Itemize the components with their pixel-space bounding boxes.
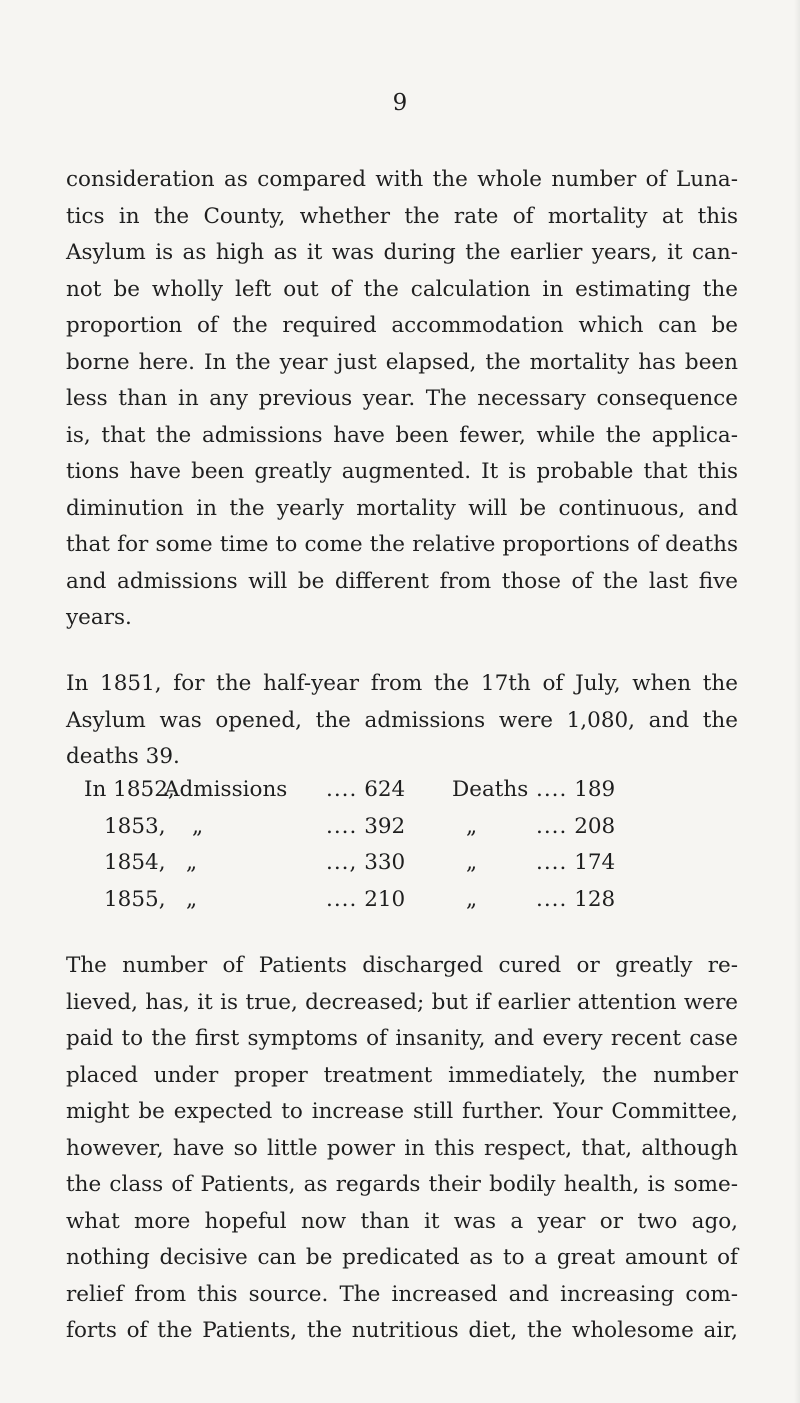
text-line: what more hopeful now than it was a year or two ago, — [66, 1208, 738, 1234]
admissions-cell — [326, 809, 418, 846]
deaths-cell — [536, 809, 704, 846]
label-cell: „ — [186, 850, 198, 875]
text-line: however, have so little power in this respect, that, although — [66, 1135, 738, 1161]
year-cell: In 1852, — [84, 777, 175, 802]
deaths-label-cell: „ — [466, 850, 478, 875]
deaths-label-cell: „ — [466, 813, 478, 839]
text-line: In 1851, for the half-year from the 17th of July, when the — [66, 671, 738, 696]
text-line: the class of Patients, as regards their bodily health, is some- — [66, 1172, 738, 1197]
table-row — [84, 772, 724, 809]
text-line: Asylum is as high as it was during the earlier years, it can- — [66, 240, 738, 265]
text-line: paid to the first symptoms of insanity, and every recent case — [66, 1026, 738, 1051]
page-edge-shadow — [794, 0, 800, 1403]
text-line: forts of the Patients, the nutritious diet, the wholesome air, — [66, 1318, 738, 1343]
dots: .... — [536, 777, 568, 802]
page-number: 9 — [392, 90, 408, 116]
text-line: is, that the admissions have been fewer, while the applica- — [66, 422, 738, 448]
admissions-cell — [326, 882, 418, 919]
deaths-value: 208 — [574, 813, 616, 839]
text-line: nothing decisive can be predicated as to a great amount of — [66, 1245, 738, 1270]
text-line: years. — [66, 605, 132, 630]
label-cell: „ — [186, 886, 198, 912]
deaths-cell — [536, 845, 704, 882]
admissions-deaths-table — [84, 772, 724, 918]
text-line: and admissions will be different from those of the last five — [66, 568, 738, 594]
admissions-value: 392 — [364, 813, 406, 839]
dots: .... — [326, 813, 358, 839]
deaths-label-cell: Deaths — [452, 777, 529, 802]
text-line: tics in the County, whether the rate of mortality at this — [66, 203, 738, 229]
admissions-cell — [326, 845, 418, 882]
paragraph-mortality — [66, 162, 738, 637]
deaths-value: 189 — [574, 777, 616, 802]
label-cell: „ — [192, 813, 204, 839]
deaths-value: 128 — [574, 886, 616, 912]
text-line: The number of Patients discharged cured or greatly re- — [66, 953, 738, 978]
text-line: deaths 39. — [66, 744, 180, 769]
deaths-value: 174 — [574, 850, 616, 875]
dots: .... — [326, 886, 358, 912]
dots: .... — [536, 886, 568, 912]
text-line: placed under proper treatment immediately, the number — [66, 1062, 738, 1088]
text-line: diminution in the yearly mortality will be continuous, and — [66, 495, 738, 521]
text-line: consideration as compared with the whole number of Luna- — [66, 167, 738, 192]
year-cell: 1853, — [104, 813, 166, 839]
deaths-cell — [536, 882, 704, 919]
year-cell: 1854, — [104, 850, 166, 875]
dots: .... — [536, 850, 568, 875]
admissions-value: 624 — [364, 777, 406, 802]
admissions-value: 210 — [364, 886, 406, 912]
text-line: not be wholly left out of the calculation in estimating the — [66, 276, 738, 302]
paragraph-1851 — [66, 666, 738, 776]
paragraph-patients-discharged — [66, 948, 738, 1350]
deaths-cell — [536, 772, 704, 809]
text-line: less than in any previous year. The necessary consequence — [66, 386, 738, 411]
dots: ..., — [326, 850, 358, 875]
table-row — [104, 882, 724, 919]
text-line: lieved, has, it is true, decreased; but if earlier attention were — [66, 989, 738, 1015]
year-cell: 1855, — [104, 886, 166, 912]
text-line: might be expected to increase still further. Your Committee, — [66, 1099, 738, 1124]
label-cell: Admissions — [164, 777, 288, 802]
dots: .... — [326, 777, 358, 802]
text-line: borne here. In the year just elapsed, the mortality has been — [66, 349, 738, 375]
dots: .... — [536, 813, 568, 839]
text-line: tions have been greatly augmented. It is probable that this — [66, 459, 738, 484]
text-line: Asylum was opened, the admissions were 1,080, and the — [66, 707, 738, 733]
admissions-value: 330 — [364, 850, 406, 875]
text-line: that for some time to come the relative proportions of deaths — [66, 532, 738, 557]
table-row — [104, 845, 724, 882]
text-line: relief from this source. The increased and increasing com- — [66, 1281, 738, 1307]
table-row — [104, 809, 724, 846]
deaths-label-cell: „ — [466, 886, 478, 912]
text-line: proportion of the required accommodation which can be — [66, 313, 738, 338]
admissions-cell — [326, 772, 418, 809]
